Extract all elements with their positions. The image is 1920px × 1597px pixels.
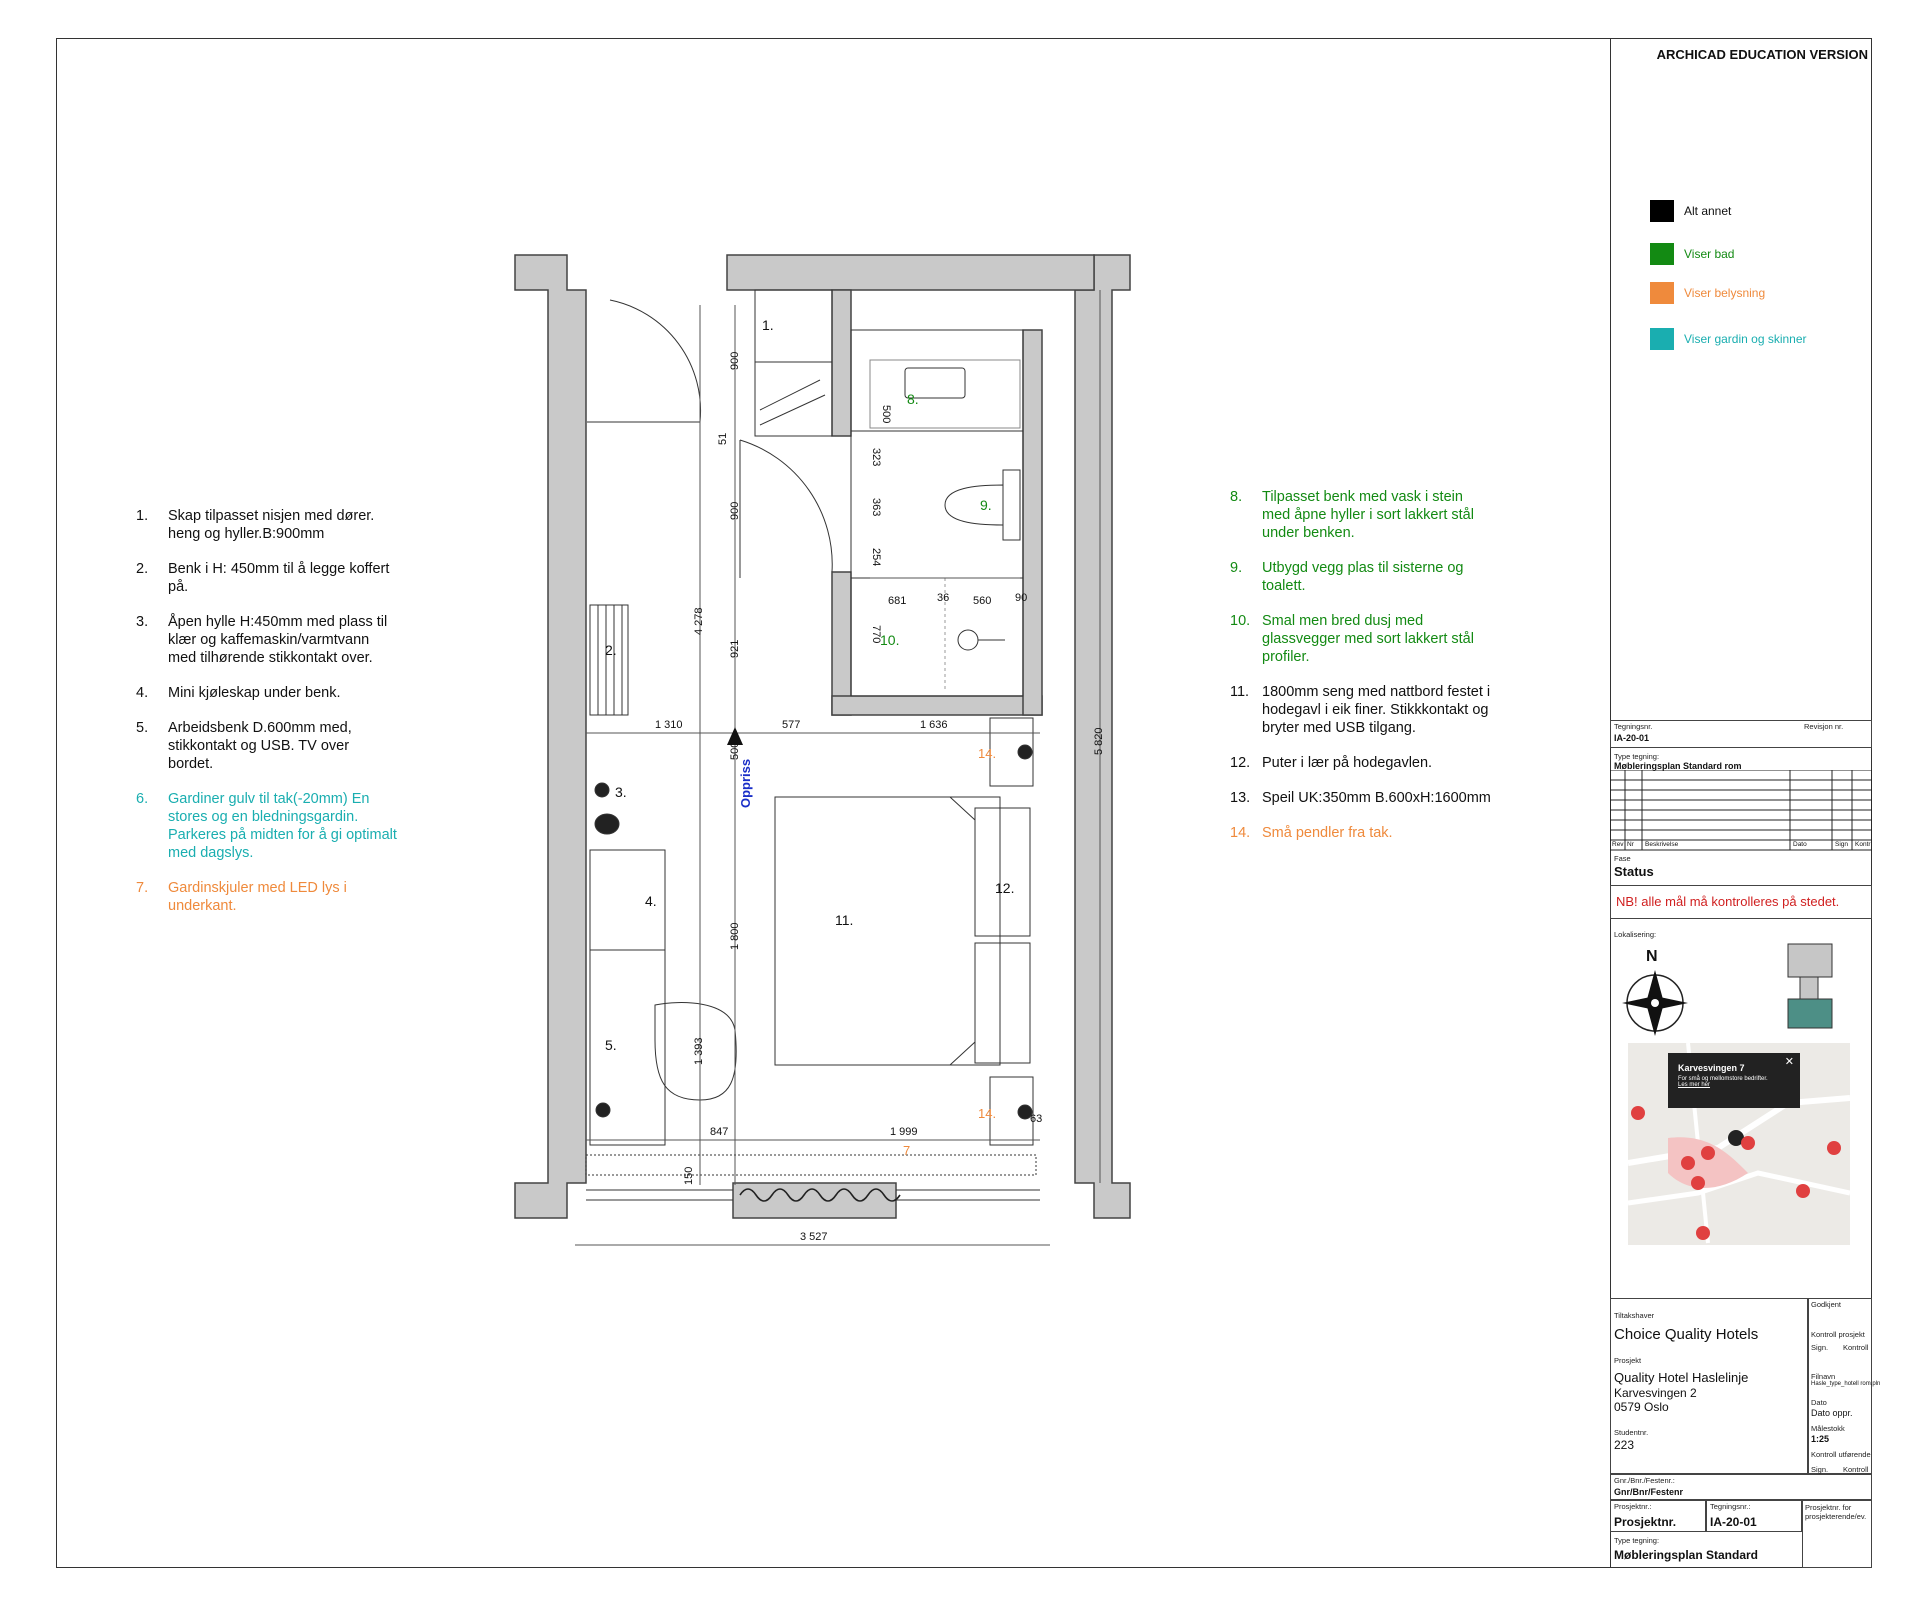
wall-bottom-center [733, 1183, 896, 1218]
legend-swatch [1650, 282, 1674, 304]
note-number: 9. [1230, 560, 1243, 576]
dim-36: 36 [937, 592, 950, 604]
legend-label: Alt annet [1684, 204, 1732, 218]
dato-label: Dato [1811, 1398, 1827, 1407]
kontroll-label: Kontroll [1843, 1343, 1869, 1352]
tiltakshaver-value: Choice Quality Hotels [1614, 1326, 1759, 1343]
note-text: Gardinskjuler med LED lys i underkant. [168, 880, 347, 914]
gnr-label: Gnr./Bnr./Festenr.: [1614, 1476, 1675, 1485]
note-text: Åpen hylle H:450mm med plass til klær og kaffemaskin/varmtvann med tilhørende stikkontakt over. [168, 614, 388, 666]
legend-item [1650, 282, 1765, 304]
fase-label: Fase [1614, 854, 1631, 863]
type2-label: Type tegning: [1614, 1536, 1660, 1545]
malestokk-label: Målestokk [1811, 1424, 1845, 1433]
location-map[interactable] [1628, 1043, 1850, 1245]
dim-51: 51 [717, 432, 729, 445]
section-marker-label: Oppriss [738, 758, 753, 808]
dim-560: 560 [973, 595, 992, 607]
wall-top [727, 255, 1094, 290]
kontroll-label-2: Kontroll [1843, 1465, 1869, 1474]
label-8: 8. [907, 391, 919, 407]
dim-1999: 1 999 [890, 1126, 918, 1138]
label-1: 1. [762, 317, 774, 333]
label-10: 10. [880, 632, 900, 648]
map-popup-text: For små og mellomstore bedrifter. [1678, 1076, 1768, 1082]
dato-value: Dato oppr. [1811, 1408, 1853, 1418]
note-text: Smal men bred dusj med glassvegger med sort lakkert stål profiler. [1262, 613, 1474, 665]
legend-item [1650, 200, 1731, 222]
note-number: 11. [1230, 684, 1250, 700]
tegningnr-label: Tegningsnr. [1614, 722, 1653, 731]
wall-bath-bottom [832, 696, 1042, 715]
wall-bath-right [1023, 330, 1042, 715]
note-text: Tilpasset benk med vask i stein med åpne hyller i sort lakkert stål under benken. [1262, 489, 1474, 541]
label-9: 9. [980, 497, 992, 513]
filnavn-value: Hasle_type_hotell rom.pln [1811, 1381, 1881, 1387]
dim-921: 921 [729, 639, 741, 658]
label-14-top: 14. [978, 746, 997, 761]
legend-label: Viser belysning [1684, 286, 1766, 300]
prosjektnr-for-label: Prosjektnr. for prosjekterende/ev. [1805, 1503, 1867, 1521]
entry-door-arc [610, 300, 701, 422]
prosjekt-name: Quality Hotel Haslelinje [1614, 1370, 1749, 1385]
sign-label: Sign. [1811, 1343, 1829, 1352]
dim-500a: 500 [729, 741, 741, 760]
sign-label-2: Sign. [1811, 1465, 1829, 1474]
legend-swatch [1650, 243, 1674, 265]
wall-bath-left-top [832, 290, 851, 436]
note-text: Speil UK:350mm B.600xH:1600mm [1262, 790, 1491, 806]
legend-item [1650, 328, 1807, 350]
note-number: 8. [1230, 489, 1243, 505]
dim-1800: 1 800 [729, 922, 741, 950]
note-text: Benk i H: 450mm til å legge koffert på. [168, 561, 390, 595]
revision-header: Nr [1627, 841, 1634, 848]
studentnr-label: Studentnr. [1614, 1428, 1649, 1437]
note-number: 5. [136, 720, 149, 736]
filnavn-label: Filnavn [1811, 1372, 1836, 1381]
prosjekt-label: Prosjekt [1614, 1356, 1642, 1365]
note-number: 14. [1230, 825, 1251, 841]
fase-value: Status [1614, 864, 1654, 879]
dim-63: 63 [1030, 1113, 1043, 1125]
dim-150: 150 [683, 1166, 695, 1185]
address-line-1: Karvesvingen 2 [1614, 1386, 1697, 1400]
revision-header: Beskrivelse [1645, 841, 1679, 848]
label-4: 4. [645, 893, 657, 909]
revision-headers [1610, 841, 1872, 851]
legend-item [1650, 243, 1734, 265]
headboard-cushion-top [975, 808, 1030, 936]
dim-363: 363 [870, 498, 882, 517]
tegningsnr2-label: Tegningsnr.: [1710, 1502, 1751, 1511]
label-2: 2. [605, 642, 617, 658]
dim-847: 847 [710, 1126, 729, 1138]
note-text: Puter i lær på hodegavlen. [1262, 755, 1433, 771]
map-popup-title: Karvesvingen 7 [1678, 1063, 1745, 1073]
site-diagram [1780, 940, 1840, 1030]
dim-1636: 1 636 [920, 719, 948, 731]
revision-header: Rev [1612, 841, 1624, 848]
note-text: Skap tilpasset nisjen med dører. heng og hyller.B:900mm [168, 508, 375, 542]
note-text: Mini kjøleskap under benk. [168, 685, 341, 701]
dim-1393: 1 393 [693, 1037, 705, 1065]
type-value: Møbleringsplan Standard rom [1614, 761, 1742, 771]
note-number: 4. [136, 685, 149, 701]
gnr-value: Gnr/Bnr/Festenr [1614, 1487, 1684, 1497]
warning-text: NB! alle mål må kontrolleres på stedet. [1616, 894, 1840, 909]
dim-577: 577 [782, 719, 801, 731]
lokalisering-label: Lokalisering: [1614, 930, 1657, 939]
kontroll-prosjekt-label: Kontroll prosjekt [1811, 1330, 1865, 1339]
note-number: 13. [1230, 790, 1251, 806]
note-number: 12. [1230, 755, 1251, 771]
label-11: 11. [835, 912, 854, 928]
dim-5820: 5 820 [1093, 727, 1105, 755]
note-text: Gardiner gulv til tak(-20mm) En stores og en bledningsgardin. Parkeres på midten for å gi optimalt med dagslys. [168, 791, 397, 861]
close-icon[interactable]: ✕ [1784, 1056, 1794, 1068]
dim-681: 681 [888, 595, 907, 607]
type-label: Type tegning: [1614, 752, 1660, 761]
legend-swatch [1650, 328, 1674, 350]
note-number: 6. [136, 791, 149, 807]
wardrobe [755, 290, 832, 436]
malestokk-value: 1:25 [1811, 1434, 1830, 1444]
north-arrow [1620, 968, 1690, 1038]
studentnr-value: 223 [1614, 1438, 1635, 1452]
note-number: 10. [1230, 613, 1251, 629]
note-number: 2. [136, 561, 149, 577]
label-7: 7 [903, 1143, 911, 1158]
dim-4278: 4 278 [693, 607, 705, 635]
shower-drain [958, 630, 978, 650]
note-text: Utbygd vegg plas til sisterne og toalett. [1262, 560, 1464, 594]
north-label: N [1646, 948, 1658, 965]
dim-3527: 3 527 [800, 1231, 828, 1243]
label-14-bottom: 14. [978, 1106, 997, 1121]
prosjektnr-value: Prosjektnr. [1614, 1515, 1677, 1529]
curtain-track [586, 1155, 1036, 1175]
revision-header: Kontr [1855, 841, 1871, 848]
note-text: 1800mm seng med nattbord festet i hodegavl i eik finer. Stikkkontakt og bryter med USB tilgang. [1262, 684, 1491, 736]
dim-323: 323 [870, 448, 882, 467]
bath-door-arc [740, 440, 832, 572]
bed [775, 797, 1000, 1065]
dim-900a: 900 [729, 351, 741, 370]
prosjektnr-label: Prosjektnr.: [1614, 1502, 1652, 1511]
map-popup-link[interactable]: Les mer her [1678, 1082, 1711, 1088]
revision-header: Dato [1793, 841, 1807, 848]
tegningsnr2-value: IA-20-01 [1710, 1515, 1757, 1529]
revision-header: Sign [1835, 841, 1849, 848]
tiltakshaver-label: Tiltakshaver [1614, 1311, 1655, 1320]
toilet-bowl [945, 485, 1003, 525]
dim-254: 254 [870, 548, 882, 567]
revision-table [1610, 770, 1872, 852]
label-5: 5. [605, 1037, 617, 1053]
legend-label: Viser gardin og skinner [1684, 332, 1807, 346]
address-line-2: 0579 Oslo [1614, 1400, 1669, 1414]
dim-500b: 500 [880, 405, 892, 424]
note-number: 3. [136, 614, 149, 630]
type2-value: Møbleringsplan Standard [1614, 1548, 1759, 1562]
label-12: 12. [995, 880, 1015, 896]
edition-banner: ARCHICAD EDUCATION VERSION [1656, 47, 1868, 62]
dim-900b: 900 [729, 501, 741, 520]
tegningnr-value: IA-20-01 [1614, 733, 1650, 743]
wall-bath-left-bottom [832, 572, 851, 715]
dim-90: 90 [1015, 592, 1028, 604]
note-text: Arbeidsbenk D.600mm med, stikkontakt og USB. TV over bordet. [168, 720, 352, 772]
map-popup [1668, 1053, 1800, 1108]
legend-label: Viser bad [1684, 247, 1735, 261]
dim-1310: 1 310 [655, 719, 683, 731]
revisjon-label: Revisjon nr. [1804, 722, 1844, 731]
godkjent-label: Godkjent [1811, 1300, 1842, 1309]
note-text: Små pendler fra tak. [1262, 825, 1393, 841]
note-number: 7. [136, 880, 149, 896]
legend-swatch [1650, 200, 1674, 222]
kontroll-utforende-label: Kontroll utførende [1811, 1450, 1871, 1459]
note-number: 1. [136, 508, 149, 524]
headboard-cushion-bottom [975, 943, 1030, 1063]
dim-770: 770 [870, 625, 882, 644]
label-3: 3. [615, 784, 627, 800]
toilet-tank [1003, 470, 1020, 540]
wall-left [515, 255, 586, 1218]
